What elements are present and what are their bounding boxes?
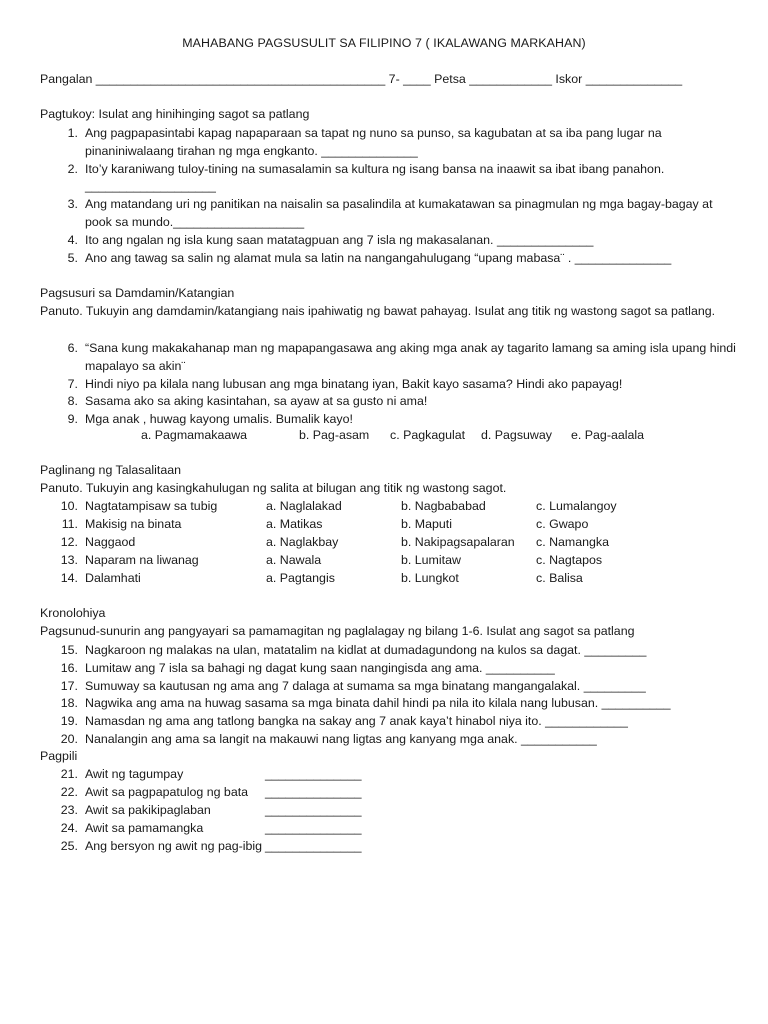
- question-item: 15. Nagkaroon ng malakas na ulan, matatalim na kidlat at dumadagundong na kulos sa dagat. _________: [60, 643, 647, 657]
- question-item: 17. Sumuway sa kautusan ng ama ang 7 dalaga at sumama sa mga binatang mangangalakal. _________: [60, 678, 646, 693]
- table-row: 12. Naggaod a. Naglakbay b. Nakipagsapalaran c. Namangka: [60, 534, 610, 549]
- question-item: 1. Ang pagpapasintabi kapag napaparaan sa tapat ng nuno sa punso, sa kagubatan at sa iba pang lugar na pinaniniwalaang tirahan ng mga engkanto. ______________: [67, 126, 662, 158]
- option-c: c. Lumalangoy: [536, 499, 617, 513]
- answer-blank: ______________: [265, 838, 362, 853]
- option-b: b. Nagbababad: [401, 499, 486, 513]
- section-pagtukoy-list: [40, 125, 740, 267]
- section-talasalitaan-heading: Paglinang ng Talasalitaan: [40, 463, 181, 477]
- question-text: “Sana kung makakahanap man ng mapapangasawa ang aking mga anak ay tagarito lamang sa aming isla upang hindi mapalayo sa akin¨: [85, 341, 736, 373]
- question-text: Ano ang tawag sa salin ng alamat mula sa latin na nangangahulugang “upang mabasa¨ . ______________: [85, 250, 672, 265]
- question-item: 2. Ito’y karaniwang tuloy-tining na sumasalamin sa kultura ng isang bansa na inaawit sa ibat ibang panahon. ___________________: [67, 161, 665, 194]
- list-item: 23. Awit sa pakikipaglaban ______________: [60, 802, 362, 817]
- table-row: 14. Dalamhati a. Pagtangis b. Lungkot c. Balisa: [60, 570, 583, 585]
- question-text: Ito’y karaniwang tuloy-tining na sumasalamin sa kultura ng isang bansa na inaawit sa ibat ibang panahon. ___________________: [85, 161, 665, 194]
- choice-a: a. Pagmamakaawa: [141, 428, 248, 442]
- question-item: 9. Mga anak , huwag kayong umalis. Bumalik kayo!: [67, 412, 353, 427]
- question-item: 5. Ano ang tawag sa salin ng alamat mula sa latin na nangangahulugang “upang mabasa¨ . ______________: [67, 250, 672, 265]
- vocab-word: Nagtatampisaw sa tubig: [85, 499, 218, 513]
- choice-e: e. Pag-aalala: [571, 428, 645, 442]
- option-a: a. Nawala: [266, 552, 322, 567]
- section-kronolohiya-instruction: Pagsunud-sunurin ang pangyayari sa pamamagitan ng paglalagay ng bilang 1-6. Isulat ang sagot sa patlang: [40, 624, 635, 638]
- table-row: 10. Nagtatampisaw sa tubig a. Naglalakad b. Nagbababad c. Lumalangoy: [60, 499, 617, 513]
- question-text: Hindi niyo pa kilala nang lubusan ang mga binatang iyan, Bakit kayo sasama? Hindi ako papayag!: [85, 376, 623, 391]
- answer-blank: ______________: [265, 784, 362, 799]
- choice-b: b. Pag-asam: [299, 428, 370, 442]
- question-text: Ang matandang uri ng panitikan na naisalin sa pasalindila at kumakatawan sa pinagmulan ng mga bagay-bagay at pook sa mundo.___________________: [85, 197, 713, 229]
- section-kronolohiya-list: [40, 642, 740, 749]
- item-text: Awit sa pamamangka: [85, 820, 204, 835]
- student-info-line: Pangalan __________________________________________ 7- ____ Petsa ____________ Iskor ______________: [40, 72, 683, 86]
- option-c: c. Namangka: [536, 534, 610, 549]
- option-b: b. Nakipagsapalaran: [401, 534, 515, 549]
- question-text: Mga anak , huwag kayong umalis. Bumalik kayo!: [85, 412, 353, 427]
- question-item: 18. Nagwika ang ama na huwag sasama sa mga binata dahil hindi pa nila ito kilala nang lubusan. __________: [60, 696, 671, 711]
- option-a: a. Matikas: [266, 516, 323, 531]
- list-item: 24. Awit sa pamamangka ______________: [60, 820, 362, 835]
- section-talasalitaan-instruction: Panuto. Tukuyin ang kasingkahulugan ng salita at bilugan ang titik ng wastong sagot.: [40, 481, 507, 495]
- question-text: Sumuway sa kautusan ng ama ang 7 dalaga at sumama sa mga binatang mangangalakal. _________: [85, 678, 646, 693]
- table-row: 11. Makisig na binata a. Matikas b. Maputi c. Gwapo: [61, 516, 589, 531]
- question-item: 19. Namasdan ng ama ang tatlong bangka na sakay ang 7 anak kaya’t hinabol niya ito. ____________: [60, 714, 628, 729]
- question-text: Nagkaroon ng malakas na ulan, matatalim na kidlat at dumadagundong na kulos sa dagat. _________: [85, 643, 647, 657]
- vocab-word: Makisig na binata: [85, 516, 182, 531]
- option-a: a. Naglakbay: [266, 534, 339, 549]
- question-text: Lumitaw ang 7 isla sa bahagi ng dagat kung saan nangingisda ang ama. __________: [85, 660, 555, 675]
- choice-d: d. Pagsuway: [481, 428, 552, 442]
- page-title: MAHABANG PAGSUSULIT SA FILIPINO 7 ( IKALAWANG MARKAHAN): [182, 36, 586, 50]
- section-kronolohiya-heading: Kronolohiya: [40, 606, 106, 620]
- item-text: Awit sa pakikipaglaban: [85, 802, 211, 817]
- list-item: 21. Awit ng tagumpay ______________: [60, 767, 362, 781]
- item-text: Ang bersyon ng awit ng pag-ibig: [85, 838, 263, 853]
- option-b: b. Lungkot: [401, 570, 459, 585]
- vocabulary-table: [40, 499, 740, 588]
- pagpili-list: [40, 767, 540, 856]
- question-item: 7. Hindi niyo pa kilala nang lubusan ang mga binatang iyan, Bakit kayo sasama? Hindi ako papayag!: [67, 376, 623, 391]
- question-text: Sasama ako sa aking kasintahan, sa ayaw at sa gusto ni ama!: [85, 394, 428, 409]
- vocab-word: Naparam na liwanag: [85, 552, 199, 567]
- question-item: 16. Lumitaw ang 7 isla sa bahagi ng dagat kung saan nangingisda ang ama. __________: [60, 660, 555, 675]
- option-a: a. Naglalakad: [266, 499, 342, 513]
- answer-blank: ______________: [265, 802, 362, 817]
- vocab-word: Dalamhati: [85, 570, 141, 585]
- option-a: a. Pagtangis: [266, 570, 335, 585]
- section-damdamin-instruction: Panuto. Tukuyin ang damdamin/katangiang nais ipahiwatig ng bawat pahayag. Isulat ang titik ng wastong sagot sa patlang.: [40, 304, 716, 318]
- question-text: Namasdan ng ama ang tatlong bangka na sakay ang 7 anak kaya’t hinabol niya ito. ____________: [85, 714, 628, 729]
- section-pagpili-heading: Pagpili: [40, 749, 78, 763]
- table-row: 13. Naparam na liwanag a. Nawala b. Lumitaw c. Nagtapos: [60, 552, 603, 567]
- section-damdamin-list: [40, 340, 740, 429]
- question-item: 3. Ang matandang uri ng panitikan na naisalin sa pasalindila at kumakatawan sa pinagmulan ng mga bagay-bagay at pook sa mundo.___________________: [67, 197, 713, 229]
- question-item: 4. Ito ang ngalan ng isla kung saan matatagpuan ang 7 isla ng makasalanan. ______________: [67, 232, 594, 247]
- item-text: Awit sa pagpapatulog ng bata: [85, 784, 249, 799]
- question-text: Ang pagpapasintabi kapag napaparaan sa tapat ng nuno sa punso, sa kagubatan at sa iba pang lugar na pinaniniwalaang tirahan ng mga engkanto. ______________: [85, 126, 662, 158]
- option-c: c. Gwapo: [536, 516, 589, 531]
- option-b: b. Lumitaw: [401, 552, 461, 567]
- answer-blank: ______________: [265, 767, 362, 781]
- section-pagtukoy-heading: Pagtukoy: Isulat ang hinihinging sagot sa patlang: [40, 107, 310, 121]
- option-c: c. Nagtapos: [536, 552, 603, 567]
- list-item: 25. Ang bersyon ng awit ng pag-ibig ______________: [60, 838, 362, 853]
- answer-blank: ______________: [265, 820, 362, 835]
- section-damdamin-heading: Pagsusuri sa Damdamin/Katangian: [40, 286, 235, 300]
- option-c: c. Balisa: [536, 570, 583, 585]
- question-text: Nanalangin ang ama sa langit na makauwi nang ligtas ang kanyang mga anak. ___________: [85, 731, 597, 746]
- vocab-word: Naggaod: [85, 534, 136, 549]
- item-text: Awit ng tagumpay: [85, 767, 184, 781]
- question-item: 20. Nanalangin ang ama sa langit na makauwi nang ligtas ang kanyang mga anak. ___________: [60, 731, 597, 746]
- question-text: Nagwika ang ama na huwag sasama sa mga binata dahil hindi pa nila ito kilala nang lubusan. __________: [85, 696, 671, 711]
- option-b: b. Maputi: [401, 516, 452, 531]
- list-item: 22. Awit sa pagpapatulog ng bata ______________: [60, 784, 362, 799]
- question-item: 6. “Sana kung makakahanap man ng mapapangasawa ang aking mga anak ay tagarito lamang sa aming isla upang hindi mapalayo sa akin¨: [67, 341, 736, 373]
- question-item: 8. Sasama ako sa aking kasintahan, sa ayaw at sa gusto ni ama!: [67, 394, 428, 409]
- question-text: Ito ang ngalan ng isla kung saan matatagpuan ang 7 isla ng makasalanan. ______________: [85, 232, 594, 247]
- choice-c: c. Pagkagulat: [390, 428, 466, 442]
